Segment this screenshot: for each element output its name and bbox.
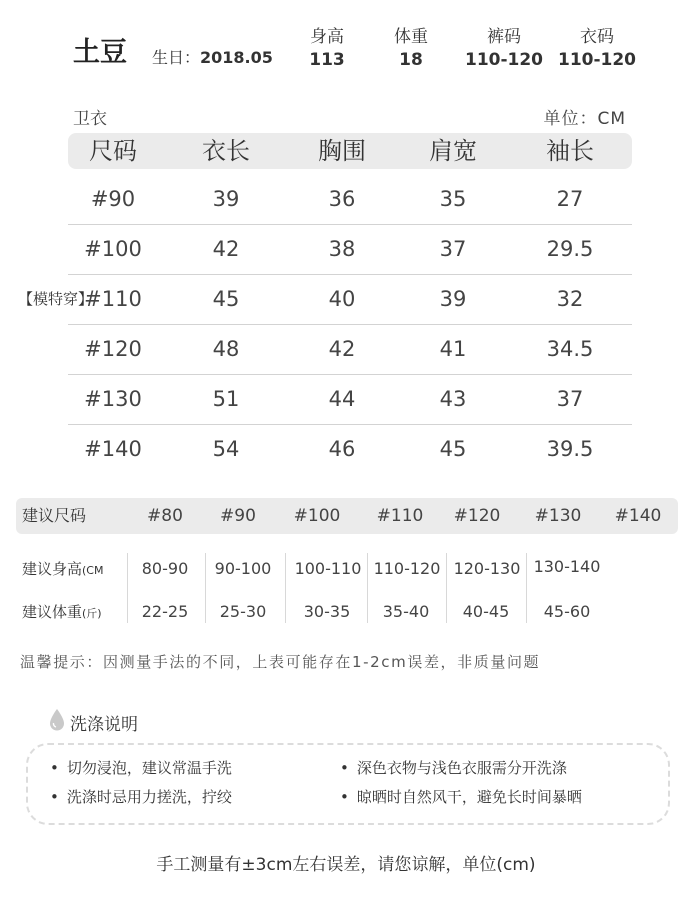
height-unit: (CM — [82, 564, 104, 577]
cell-chest: 40 — [328, 287, 356, 311]
table-row — [68, 174, 632, 225]
cell-shoulder: 45 — [439, 437, 467, 461]
recommend-height: 90-100 — [214, 559, 272, 578]
stat-height — [282, 26, 372, 72]
recommend-size: #130 — [534, 506, 582, 526]
recommend-weight: 45-60 — [543, 602, 591, 621]
header-sleeve: 袖长 — [546, 137, 594, 165]
washing-item: • 洗涤时忌用力搓洗，拧绞 — [50, 786, 232, 807]
recommend-weight: 35-40 — [382, 602, 430, 621]
birthday — [152, 45, 273, 68]
table-row — [68, 274, 632, 325]
recommend-size-title: 建议尺码 — [22, 506, 87, 525]
model-wears-note: 【模特穿】 — [18, 290, 94, 308]
stat-weight-value: 18 — [399, 50, 423, 70]
recommend-weight: 40-45 — [462, 602, 510, 621]
cell-chest: 44 — [328, 387, 356, 411]
birthday-label: 生日： — [152, 48, 201, 67]
recommend-weight-label: 建议体重(斤) — [22, 603, 102, 621]
stat-top-size — [552, 26, 642, 72]
child-name: 土豆 — [73, 37, 127, 68]
recommend-weight: 30-35 — [303, 602, 351, 621]
measurement-tip: 温馨提示：因测量手法的不同，上表可能存在1-2cm误差，非质量问题 — [20, 653, 541, 671]
cell-length: 54 — [212, 437, 240, 461]
recommend-weight: 25-30 — [219, 602, 267, 621]
recommend-height: 130-140 — [533, 557, 601, 576]
recommend-height: 80-90 — [141, 559, 189, 578]
cell-length: 51 — [212, 387, 240, 411]
recommend-height: 100-110 — [294, 559, 362, 578]
birthday-value: 2018.05 — [200, 48, 273, 67]
table-row — [68, 424, 632, 474]
stat-top-value: 110-120 — [557, 50, 637, 70]
cell-shoulder: 39 — [439, 287, 467, 311]
recommend-size: #110 — [376, 506, 424, 526]
cell-size: #130 — [84, 387, 142, 411]
cell-length: 48 — [212, 337, 240, 361]
cell-chest: 38 — [328, 237, 356, 261]
cell-size: #90 — [90, 187, 136, 211]
cell-length: 39 — [212, 187, 240, 211]
cell-sleeve: 37 — [556, 387, 584, 411]
recommend-size: #100 — [293, 506, 341, 526]
cell-length: 45 — [212, 287, 240, 311]
cell-shoulder: 41 — [439, 337, 467, 361]
table-row — [68, 374, 632, 425]
table-row — [68, 324, 632, 375]
recommend-size: #120 — [453, 506, 501, 526]
recommend-height: 110-120 — [373, 559, 441, 578]
stat-pants-size — [459, 26, 549, 72]
recommend-height: 120-130 — [453, 559, 521, 578]
cell-sleeve: 27 — [556, 187, 584, 211]
cell-chest: 36 — [328, 187, 356, 211]
footer-note: 手工测量有±3cm左右误差，请您谅解，单位(cm) — [156, 855, 536, 875]
washing-item: • 晾晒时自然风干，避免长时间暴晒 — [340, 786, 582, 807]
header-chest: 胸围 — [318, 137, 366, 165]
unit-label: 单位：CM — [543, 109, 626, 129]
cell-sleeve: 32 — [556, 287, 584, 311]
stat-weight — [366, 26, 456, 72]
cell-size: #100 — [84, 237, 142, 261]
table-row — [68, 224, 632, 275]
column-divider — [285, 553, 286, 623]
cell-size: #120 — [84, 337, 142, 361]
cell-shoulder: 43 — [439, 387, 467, 411]
recommend-weight: 22-25 — [141, 602, 189, 621]
cell-chest: 42 — [328, 337, 356, 361]
header-length: 衣长 — [202, 137, 250, 165]
recommend-size: #80 — [147, 506, 183, 526]
cell-length: 42 — [212, 237, 240, 261]
weight-unit: (斤) — [82, 607, 102, 620]
water-drop-icon — [48, 708, 66, 732]
cell-chest: 46 — [328, 437, 356, 461]
washing-instructions-box — [26, 743, 670, 825]
stat-weight-label: 体重 — [394, 27, 428, 47]
stat-pants-value: 110-120 — [464, 50, 544, 70]
recommend-height-label: 建议身高(CM — [22, 560, 104, 578]
cell-shoulder: 35 — [439, 187, 467, 211]
washing-title: 洗涤说明 — [70, 715, 138, 735]
stat-top-label: 衣码 — [580, 27, 614, 47]
stat-height-label: 身高 — [310, 27, 344, 47]
recommend-size: #90 — [220, 506, 256, 526]
cell-size: #110 — [84, 287, 142, 311]
cell-shoulder: 37 — [439, 237, 467, 261]
header-shoulder: 肩宽 — [429, 137, 477, 165]
washing-item: • 深色衣物与浅色衣服需分开洗涤 — [340, 757, 567, 778]
recommend-size: #140 — [614, 506, 662, 526]
stat-pants-label: 裤码 — [487, 27, 521, 47]
cell-sleeve: 34.5 — [546, 337, 594, 361]
size-table-header — [68, 133, 632, 169]
washing-item: • 切勿浸泡，建议常温手洗 — [50, 757, 232, 778]
cell-sleeve: 39.5 — [546, 437, 594, 461]
garment-category: 卫衣 — [73, 109, 107, 129]
stat-height-value: 113 — [309, 50, 345, 70]
cell-sleeve: 29.5 — [546, 237, 594, 261]
header-size: 尺码 — [89, 137, 137, 165]
cell-size: #140 — [84, 437, 142, 461]
